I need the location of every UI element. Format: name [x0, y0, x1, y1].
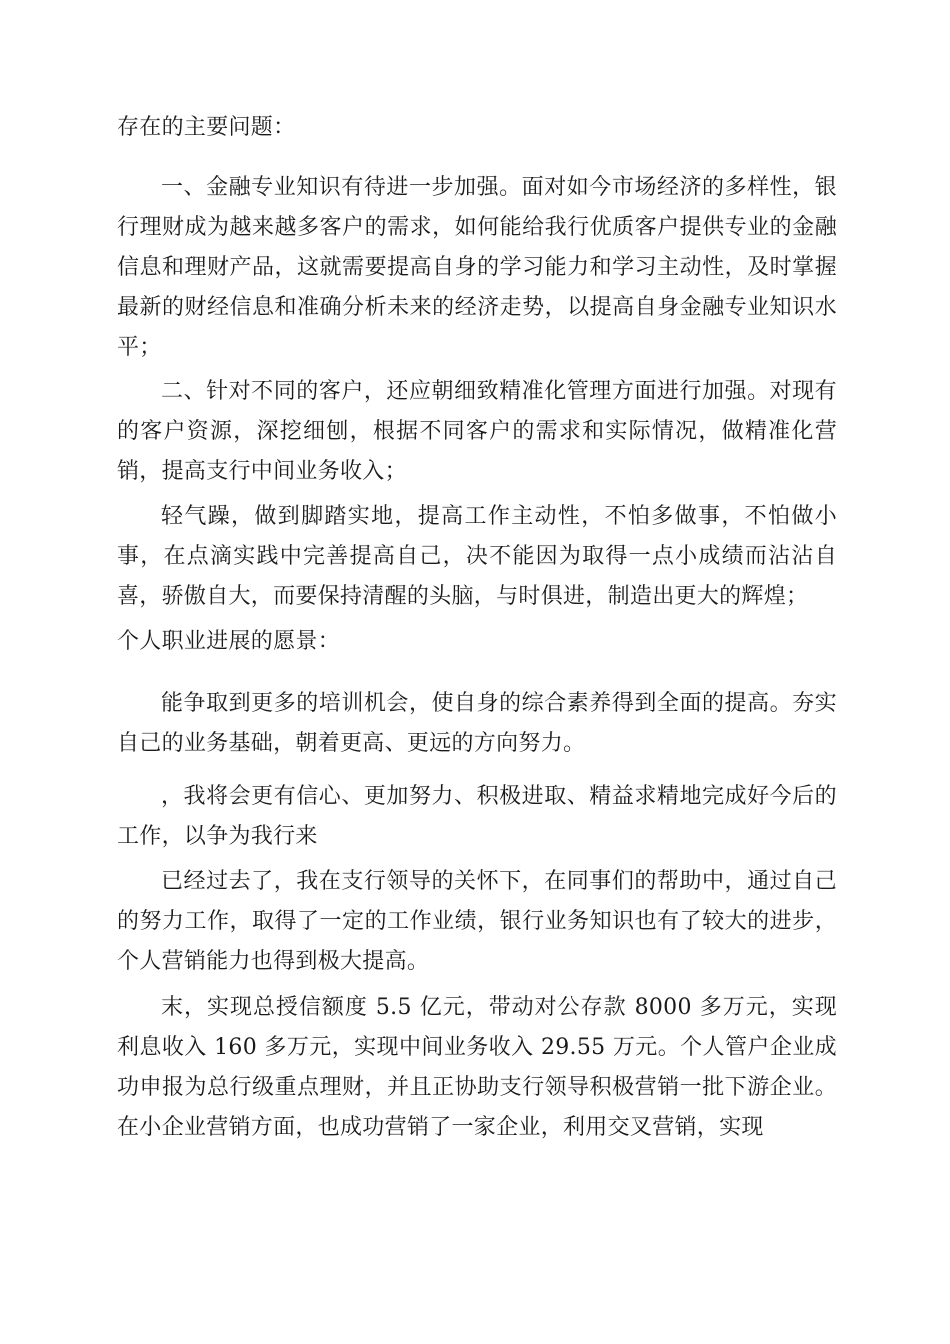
section-heading-vision: 个人职业进展的愿景：	[117, 629, 341, 654]
paragraph-client-management: 二、针对不同的客户，还应朝细致精准化管理方面进行加强。对现有的客户资源，深挖细刨，根据不同客户的需求和实际情况，做精准化营销，提高支行中间业务收入；	[117, 379, 837, 484]
paragraph-finance-knowledge: 一、金融专业知识有待进一步加强。面对如今市场经济的多样性，银行理财成为越来越多客户的需求，如何能给我行优质客户提供专业的金融信息和理财产品，这就需要提高自身的学习能力和学习主动性，及时掌握最新的财经信息和准确分析未来的经济走势，以提高自身金融专业知识水平；	[117, 175, 837, 360]
paragraph-commitment: ，我将会更有信心、更加努力、积极进取、精益求精地完成好今后的工作，以争为我行来	[117, 784, 837, 849]
paragraph-achievements: 末，实现总授信额度 5.5 亿元，带动对公存款 8000 多万元，实现利息收入 160 多万元，实现中间业务收入 29.55 万元。个人管户企业成功申报为总行级重点理财，并且正协助支行领导积极营销一批下游企业。在小企业营销方面，也成功营销了一家企业，利用交叉营销，实现	[117, 995, 837, 1140]
paragraph-review: 已经过去了，我在支行领导的关怀下，在同事们的帮助中，通过自己的努力工作，取得了一定的工作业绩，银行业务知识也有了较大的进步，个人营销能力也得到极大提高。	[117, 869, 837, 974]
section-heading-problems: 存在的主要问题：	[117, 115, 296, 140]
paragraph-training: 能争取到更多的培训机会，使自身的综合素养得到全面的提高。夯实自己的业务基础，朝着更高、更远的方向努力。	[117, 691, 837, 756]
paragraph-work-attitude: 轻气躁，做到脚踏实地，提高工作主动性，不怕多做事，不怕做小事，在点滴实践中完善提高自己，决不能因为取得一点小成绩而沾沾自喜，骄傲自大，而要保持清醒的头脑，与时俱进，制造出更大的辉煌；	[117, 504, 837, 609]
